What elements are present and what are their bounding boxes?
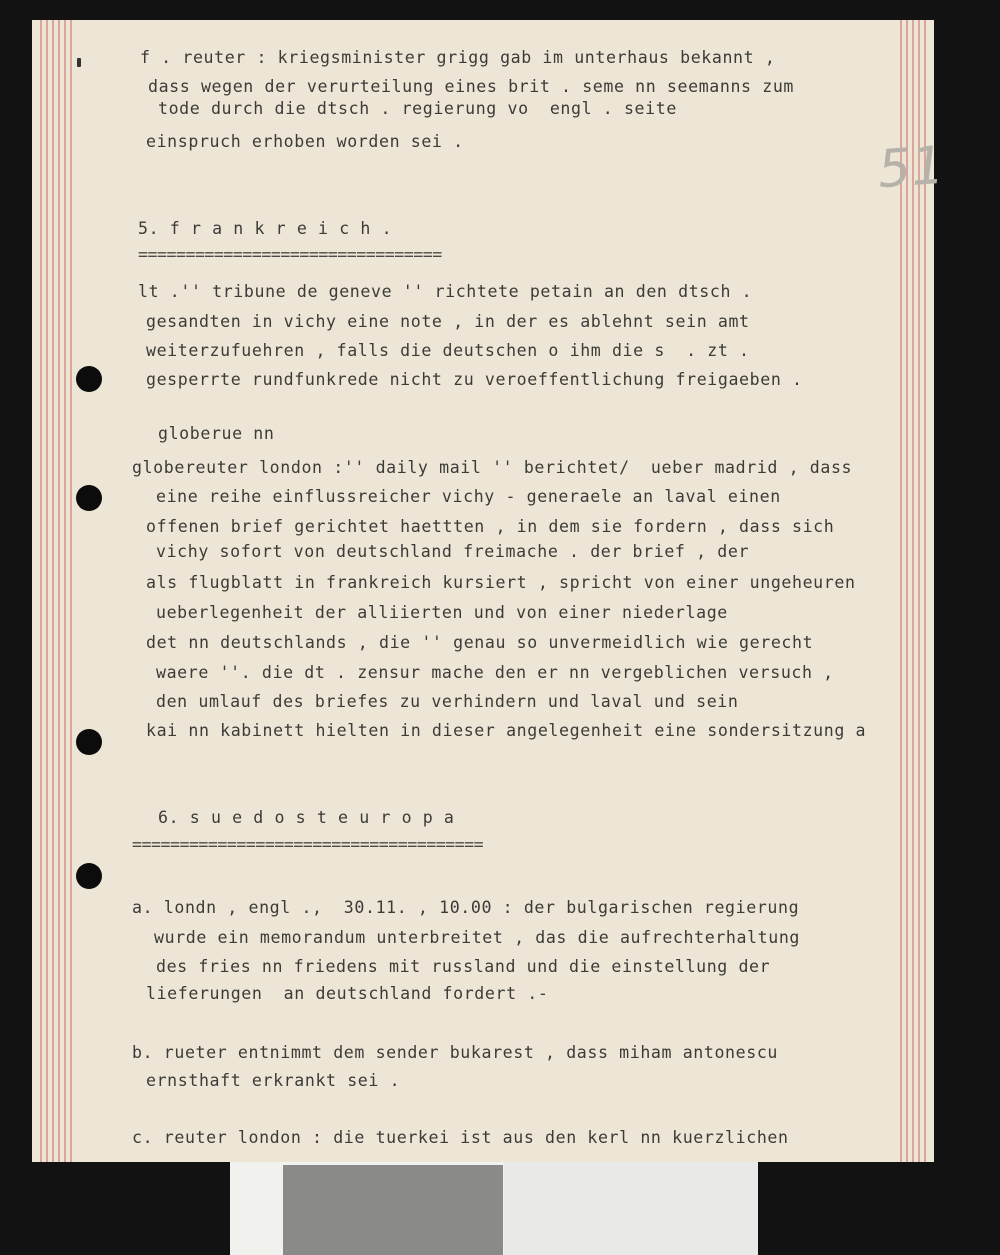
text-line: weiterzufuehren , falls die deutschen o ihm die s . zt . bbox=[146, 341, 750, 360]
text-line: c. reuter london : die tuerkei ist aus den kerl nn kuerzlichen bbox=[132, 1128, 789, 1147]
text-line: gesandten in vichy eine note , in der es ablehnt sein amt bbox=[146, 312, 750, 331]
text-line: gesperrte rundfunkrede nicht zu veroeffentlichung freigaeben . bbox=[146, 370, 803, 389]
text-line: ueberlegenheit der alliierten und von einer niederlage bbox=[156, 603, 728, 622]
text-line: als flugblatt in frankreich kursiert , spricht von einer ungeheuren bbox=[146, 573, 856, 592]
section-heading: 6. s u e d o s t e u r o p a bbox=[158, 808, 455, 827]
text-line: tode durch die dtsch . regierung vo engl . seite bbox=[158, 99, 677, 118]
margin-rule bbox=[64, 20, 66, 1162]
text-line: den umlauf des briefes zu verhindern und laval und sein bbox=[156, 692, 739, 711]
text-line: vichy sofort von deutschland freimache . der brief , der bbox=[156, 542, 750, 561]
margin-rule bbox=[70, 20, 72, 1162]
margin-rule bbox=[58, 20, 60, 1162]
text-line: kai nn kabinett hielten in dieser angelegenheit eine sondersitzung a bbox=[146, 721, 867, 740]
grey-patch bbox=[283, 1165, 503, 1255]
text-line: f . reuter : kriegsminister grigg gab im unterhaus bekannt , bbox=[140, 48, 776, 67]
margin-rule bbox=[52, 20, 54, 1162]
text-line: det nn deutschlands , die '' genau so unvermeidlich wie gerecht bbox=[146, 633, 814, 652]
punch-hole bbox=[76, 729, 102, 755]
text-line: globereuter london :'' daily mail '' berichtet/ ueber madrid , dass bbox=[132, 458, 853, 477]
text-line: einspruch erhoben worden sei . bbox=[146, 132, 464, 151]
text-line: waere ''. die dt . zensur mache den er nn vergeblichen versuch , bbox=[156, 663, 834, 682]
punch-hole bbox=[76, 863, 102, 889]
margin-rule bbox=[46, 20, 48, 1162]
text-line: ernsthaft erkrankt sei . bbox=[146, 1071, 401, 1090]
section-heading: 5. f r a n k r e i c h . bbox=[138, 219, 393, 238]
text-line: a. londn , engl ., 30.11. , 10.00 : der bulgarischen regierung bbox=[132, 898, 800, 917]
text-line: b. rueter entnimmt dem sender bukarest , dass miham antonescu bbox=[132, 1043, 779, 1062]
staple-mark bbox=[77, 58, 81, 67]
text-line: wurde ein memorandum unterbreitet , das die aufrechterhaltung bbox=[154, 928, 801, 947]
text-line: lt .'' tribune de geneve '' richtete petain an den dtsch . bbox=[138, 282, 753, 301]
margin-rule bbox=[40, 20, 42, 1162]
text-line: globerue nn bbox=[158, 424, 275, 443]
text-line: eine reihe einflussreicher vichy - generaele an laval einen bbox=[156, 487, 781, 506]
text-line: lieferungen an deutschland fordert .- bbox=[146, 984, 549, 1003]
text-line: des fries nn friedens mit russland und die einstellung der bbox=[156, 957, 771, 976]
section-underline: ================================ bbox=[138, 245, 442, 264]
section-underline: ===================================== bbox=[132, 835, 484, 854]
handwritten-page-number: 51 bbox=[875, 135, 947, 201]
punch-hole bbox=[76, 366, 102, 392]
white-patch bbox=[504, 1162, 758, 1255]
punch-hole bbox=[76, 485, 102, 511]
text-line: offenen brief gerichtet haettten , in dem sie fordern , dass sich bbox=[146, 517, 835, 536]
text-line: dass wegen der verurteilung eines brit . seme nn seemanns zum bbox=[148, 77, 795, 96]
